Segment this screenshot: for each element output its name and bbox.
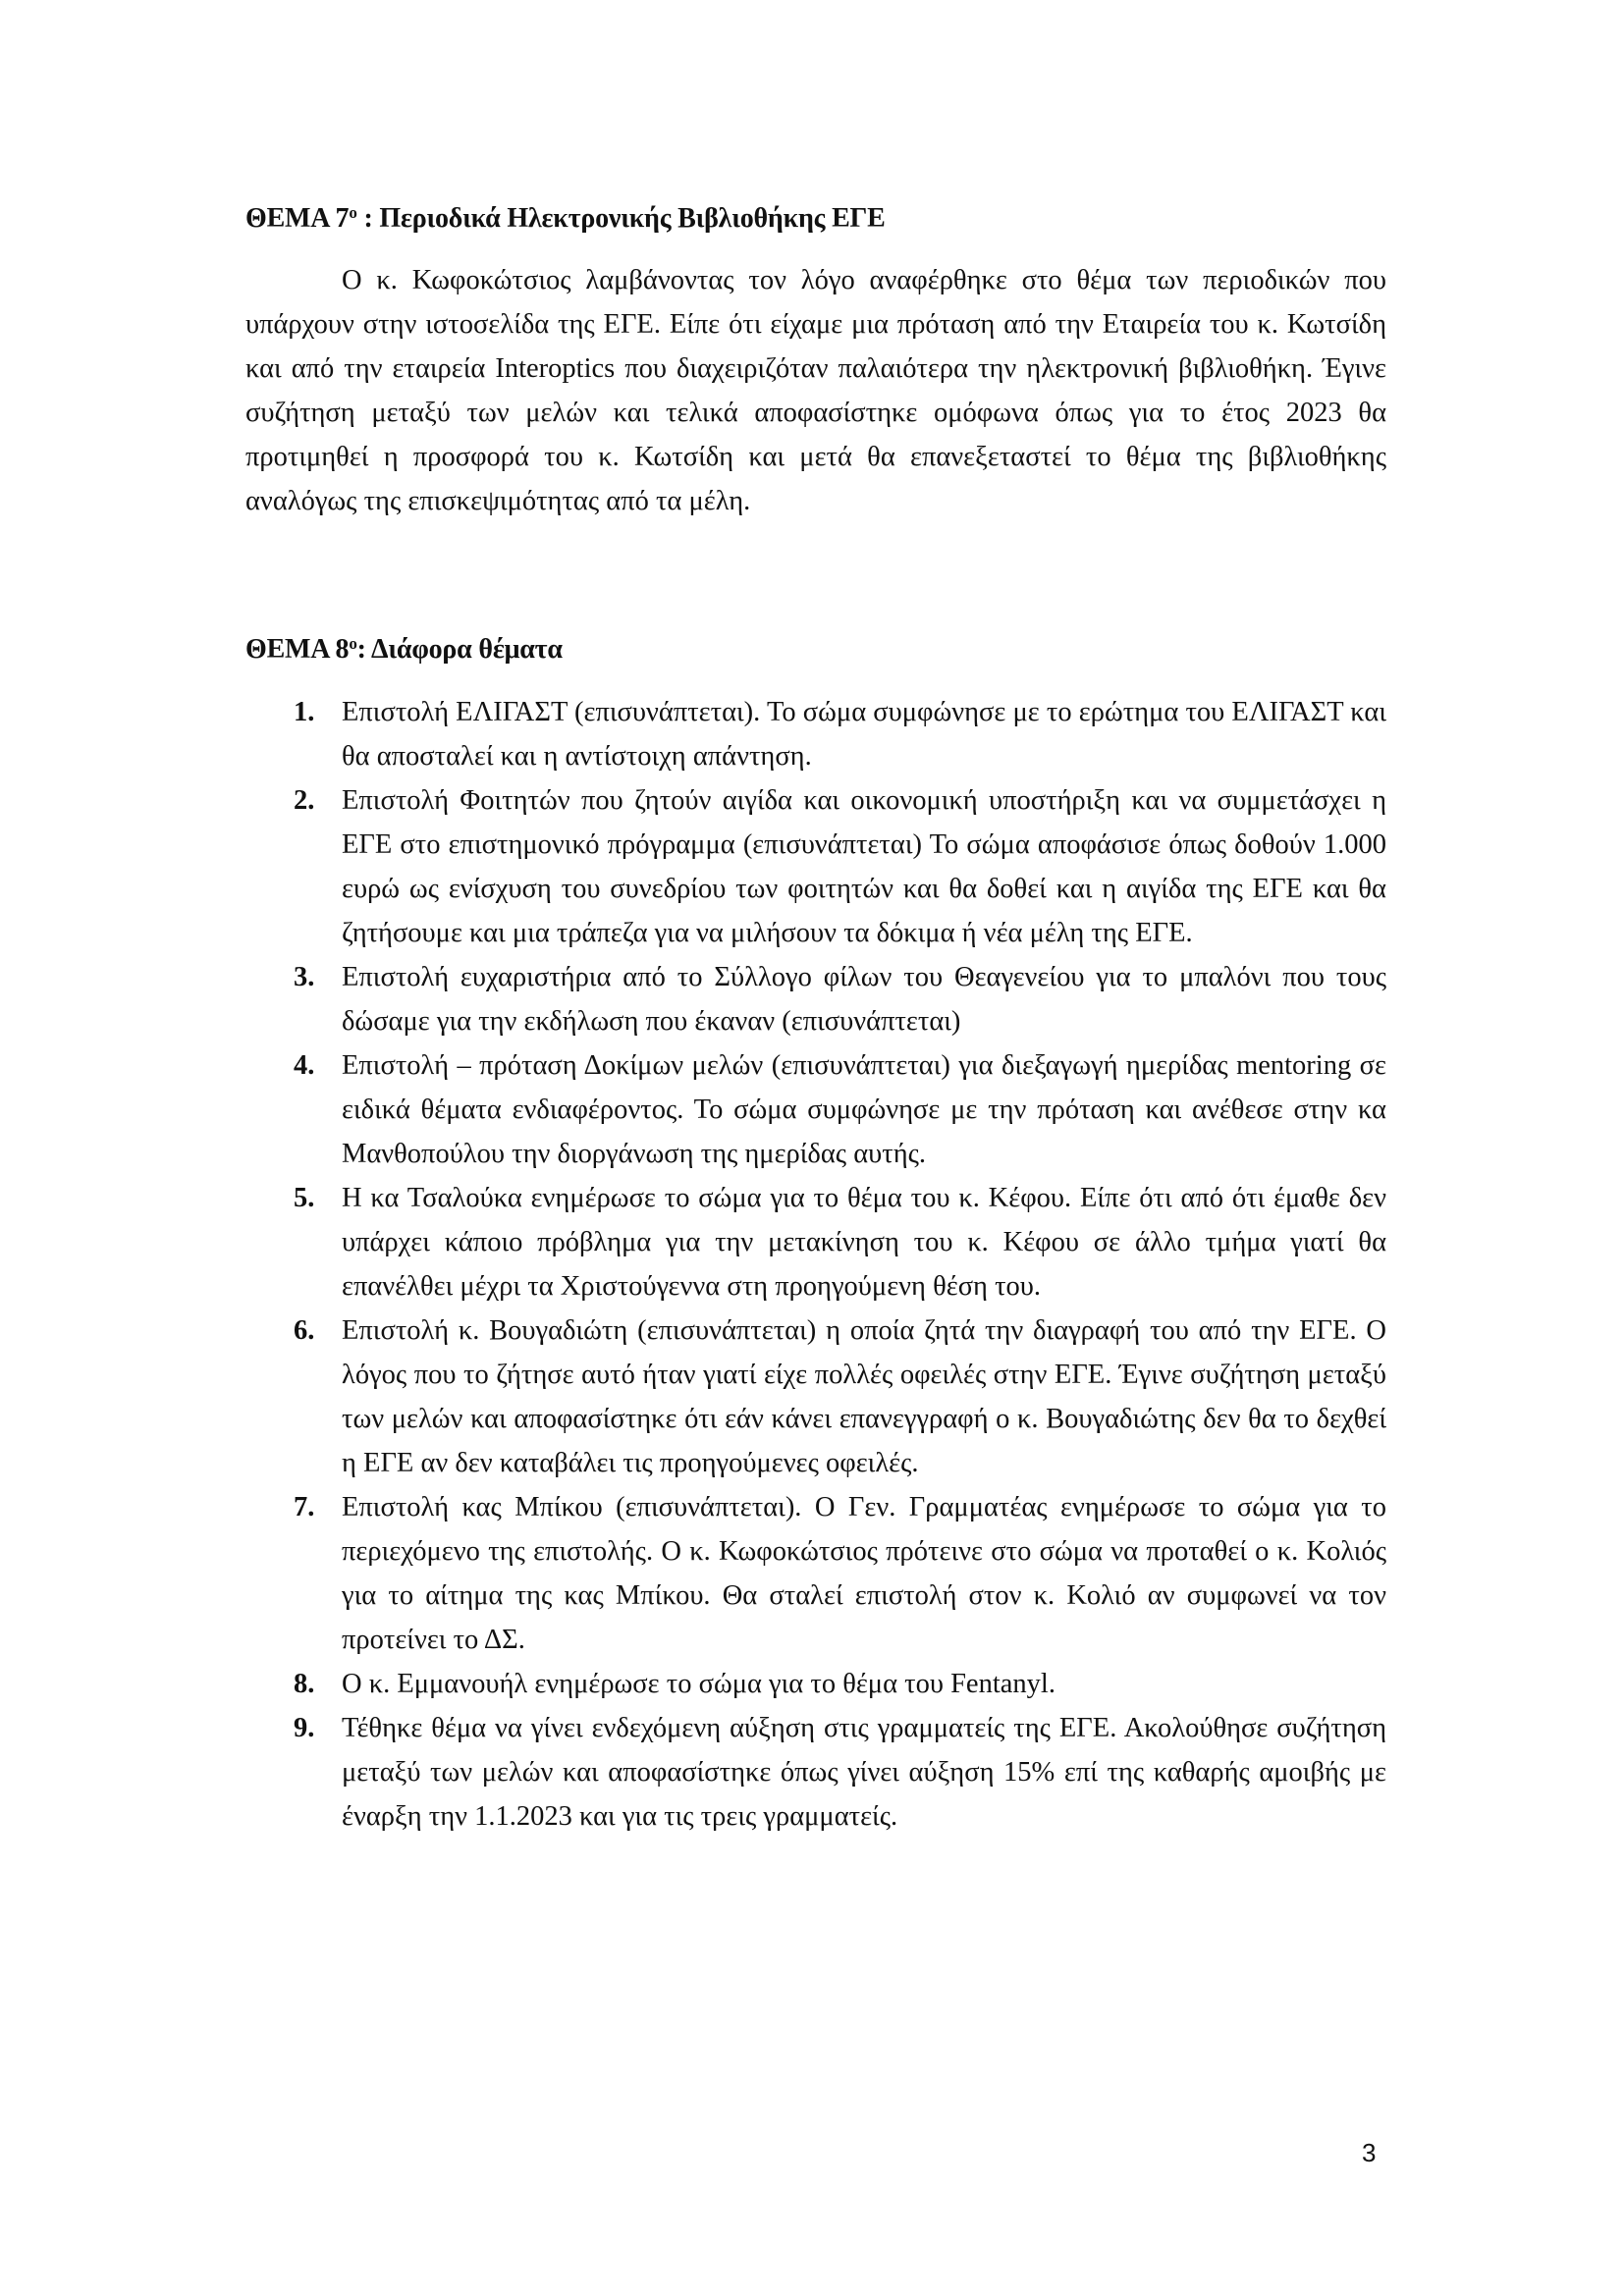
list-item-number: 4. (294, 1050, 315, 1081)
list-item-number: 1. (294, 697, 315, 727)
list-item (245, 1176, 1386, 1308)
list-item-number: 9. (294, 1713, 315, 1743)
page-number: 3 (1362, 2138, 1377, 2167)
section-7-prefix: ΘΕΜΑ 7 (245, 203, 350, 234)
list-item-text: Επιστολή κ. Βουγαδιώτη (επισυνάπτεται) η οποία ζητά την διαγραφή του από την ΕΓΕ. Ο λόγος που το ζήτησε αυτό ήταν γιατί είχε πολλές οφειλές στην ΕΓΕ. Έγινε συζήτηση μεταξύ των μελών και αποφασίστηκε ότι εάν κάνει επανεγγραφή ο κ. Βουγαδιώτης δεν θα το δεχθεί η ΕΓΕ αν δεν καταβάλει τις προηγούμενες οφειλές. (342, 1315, 1386, 1478)
list-item (245, 1706, 1386, 1839)
list-item-text: Επιστολή κας Μπίκου (επισυνάπτεται). Ο Γεν. Γραμματέας ενημέρωσε το σώμα για το περιεχόμενο της επιστολής. Ο κ. Κωφοκώτσιος πρότεινε στο σώμα να προταθεί ο κ. Κολιός για το αίτημα της κας Μπίκου. Θα σταλεί επιστολή στον κ. Κολιό αν συμφωνεί να τον προτείνει το ΔΣ. (342, 1492, 1386, 1655)
list-item-text: Επιστολή – πρόταση Δοκίμων μελών (επισυνάπτεται) για διεξαγωγή ημερίδας mentoring σε ειδικά θέματα ενδιαφέροντος. Το σώμα συμφώνησε με την πρόταση και ανέθεσε στην κα Μανθοπούλου την διοργάνωση της ημερίδας αυτής. (342, 1050, 1386, 1169)
list-item (245, 778, 1386, 955)
list-item-number: 8. (294, 1669, 315, 1699)
list-item-text: Επιστολή Φοιτητών που ζητούν αιγίδα και οικονομική υποστήριξη και να συμμετάσχει η ΕΓΕ στο επιστημονικό πρόγραμμα (επισυνάπτεται) Το σώμα αποφάσισε όπως δοθούν 1.000 ευρώ ως ενίσχυση του συνεδρίου των φοιτητών και θα δοθεί και η αιγίδα της ΕΓΕ και θα ζητήσουμε και μια τράπεζα για να μιλήσουν τα δόκιμα ή νέα μέλη της ΕΓΕ. (342, 785, 1386, 948)
list-item-number: 3. (294, 962, 315, 992)
section-spacer (245, 523, 1386, 627)
list-item-number: 6. (294, 1315, 315, 1346)
list-item-text: Επιστολή ευχαριστήρια από το Σύλλογο φίλων του Θεαγενείου για το μπαλόνι που τους δώσαμε για την εκδήλωση που έκαναν (επισυνάπτεται) (342, 962, 1386, 1037)
list-item (245, 1308, 1386, 1485)
list-item-text: Τέθηκε θέμα να γίνει ενδεχόμενη αύξηση στις γραμματείς της ΕΓΕ. Ακολούθησε συζήτηση μεταξύ των μελών και αποφασίστηκε όπως γίνει αύξηση 15% επί της καθαρής αμοιβής με έναρξη την 1.1.2023 και για τις τρεις γραμματείς. (342, 1713, 1386, 1832)
section-8-superscript: ο (349, 634, 357, 653)
list-item (245, 1662, 1386, 1706)
section-7-superscript: ο (349, 203, 357, 222)
page-content (245, 196, 1386, 1839)
list-item (245, 955, 1386, 1043)
list-item-number: 7. (294, 1492, 315, 1522)
list-item (245, 690, 1386, 778)
section-8-prefix: ΘΕΜΑ 8 (245, 634, 350, 665)
list-item (245, 1485, 1386, 1662)
list-item-text: Η κα Τσαλούκα ενημέρωσε το σώμα για το θέμα του κ. Κέφου. Είπε ότι από ότι έμαθε δεν υπάρχει κάποιο πρόβλημα για την μετακίνηση του κ. Κέφου σε άλλο τμήμα γιατί θα επανέλθει μέχρι τα Χριστούγεννα στη προηγούμενη θέση του. (342, 1183, 1386, 1302)
section-7-title: : Περιοδικά Ηλεκτρονικής Βιβλιοθήκης ΕΓΕ (356, 203, 886, 234)
list-item-number: 2. (294, 785, 315, 816)
section-7-paragraph: Ο κ. Κωφοκώτσιος λαμβάνοντας τον λόγο αναφέρθηκε στο θέμα των περιοδικών που υπάρχουν στην ιστοσελίδα της ΕΓΕ. Είπε ότι είχαμε μια πρόταση από την Εταιρεία του κ. Κωτσίδη και από την εταιρεία Interoptics που διαχειριζόταν παλαιότερα την ηλεκτρονική βιβλιοθήκη. Έγινε συζήτηση μεταξύ των μελών και τελικά αποφασίστηκε ομόφωνα όπως για το έτος 2023 θα προτιμηθεί η προσφορά του κ. Κωτσίδη και μετά θα επανεξεταστεί το θέμα της βιβλιοθήκης αναλόγως της επισκεψιμότητας από τα μέλη. (245, 265, 1386, 516)
section-7-heading (245, 196, 1386, 240)
section-8-title: : Διάφορα θέματα (356, 634, 563, 665)
list-item-number: 5. (294, 1183, 315, 1213)
section-8-heading (245, 627, 1386, 671)
list-item-text: Ο κ. Εμμανουήλ ενημέρωσε το σώμα για το θέμα του Fentanyl. (342, 1669, 1056, 1699)
list-item (245, 1043, 1386, 1176)
list-item-text: Επιστολή ΕΛΙΓΑΣΤ (επισυνάπτεται). Το σώμα συμφώνησε με το ερώτημα του ΕΛΙΓΑΣΤ και θα αποσταλεί και η αντίστοιχη απάντηση. (342, 697, 1386, 772)
section-8-list (245, 690, 1386, 1839)
